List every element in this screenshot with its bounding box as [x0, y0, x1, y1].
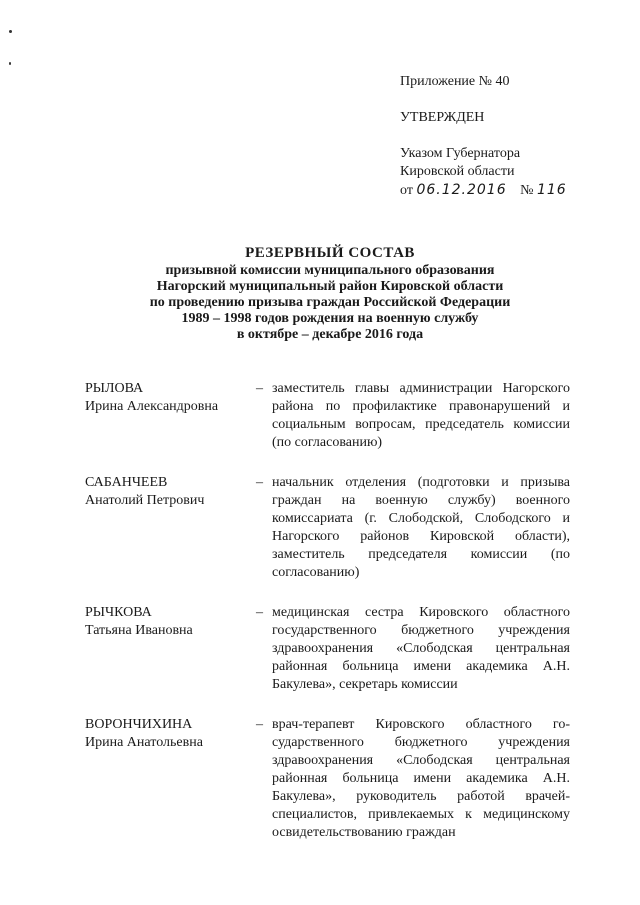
heading-line: 1989 – 1998 годов рождения на военную службу: [181, 311, 479, 326]
from-label: от: [400, 183, 413, 198]
member-surname: ВОРОНЧИХИНА: [85, 717, 193, 732]
heading-line: Нагорский муниципальный район Кировской области: [156, 279, 504, 294]
member-surname: РЫЛОВА: [85, 381, 144, 396]
decree-date-line: [400, 181, 620, 200]
members-list: [85, 380, 570, 842]
member-name: [85, 380, 260, 416]
member-role: начальник отделения (подготовки и призыва граждан на военную службу) военного комиссариата (г. Слободской, Слободского и Нагорского районов Кировской области), заместитель председателя комиссии (по согласованию): [272, 475, 570, 580]
member-surname: САБАНЧЕЕВ: [85, 475, 168, 490]
member-role: медицинская сестра Кировского областного государственного бюджетного учреждения здравоохранения «Слободская центральная районная больница имени академика А.Н. Бакулева», секретарь комиссии: [272, 605, 570, 692]
member-given-name: Ирина Александровна: [85, 399, 219, 414]
member-name: [85, 474, 260, 510]
decree-line-1: Указом Губернатора: [400, 146, 521, 161]
member-role: заместитель главы администрации Нагорского района по профилактике правонарушений и социальным вопросам, председатель комиссии (по согласованию): [272, 381, 570, 450]
heading-line: в октябре – декабре 2016 года: [236, 327, 424, 342]
heading-line: по проведению призыва граждан Российской Федерации: [149, 295, 511, 310]
member-entry: [85, 604, 570, 694]
member-name: [85, 716, 260, 752]
member-entry: [85, 716, 570, 842]
member-name: [85, 604, 260, 640]
handwritten-number: 116: [536, 182, 567, 198]
scan-speck: [9, 30, 12, 33]
dash-separator: –: [256, 717, 263, 732]
member-entry: [85, 474, 570, 582]
appendix-number: Приложение № 40: [400, 74, 510, 89]
member-role: врач-терапевт Кировского областного государственного бюджетного учреждения здравоохранения «Слободская центральная районная больница имени академика А.Н. Бакулева», руководитель работой врачей-специалистов, привлекаемых к медицинскому освидетельствованию граждан: [272, 717, 570, 840]
document-heading: [80, 243, 580, 343]
member-given-name: Ирина Анатольевна: [85, 735, 203, 750]
decree-line-2: Кировской области: [400, 164, 515, 179]
approval-block: [400, 73, 620, 200]
dash-separator: –: [256, 475, 263, 490]
approved-label: УТВЕРЖДЕН: [400, 110, 485, 125]
scan-speck: [9, 62, 11, 65]
member-given-name: Татьяна Ивановна: [85, 623, 193, 638]
member-given-name: Анатолий Петрович: [85, 493, 205, 508]
member-surname: РЫЧКОВА: [85, 605, 152, 620]
number-label: №: [520, 183, 534, 198]
heading-line: призывной комиссии муниципального образования: [165, 263, 495, 278]
dash-separator: –: [256, 605, 263, 620]
member-entry: [85, 380, 570, 452]
handwritten-date: 06.12.2016: [416, 182, 507, 198]
dash-separator: –: [256, 381, 263, 396]
document-title: РЕЗЕРВНЫЙ СОСТАВ: [245, 245, 415, 261]
